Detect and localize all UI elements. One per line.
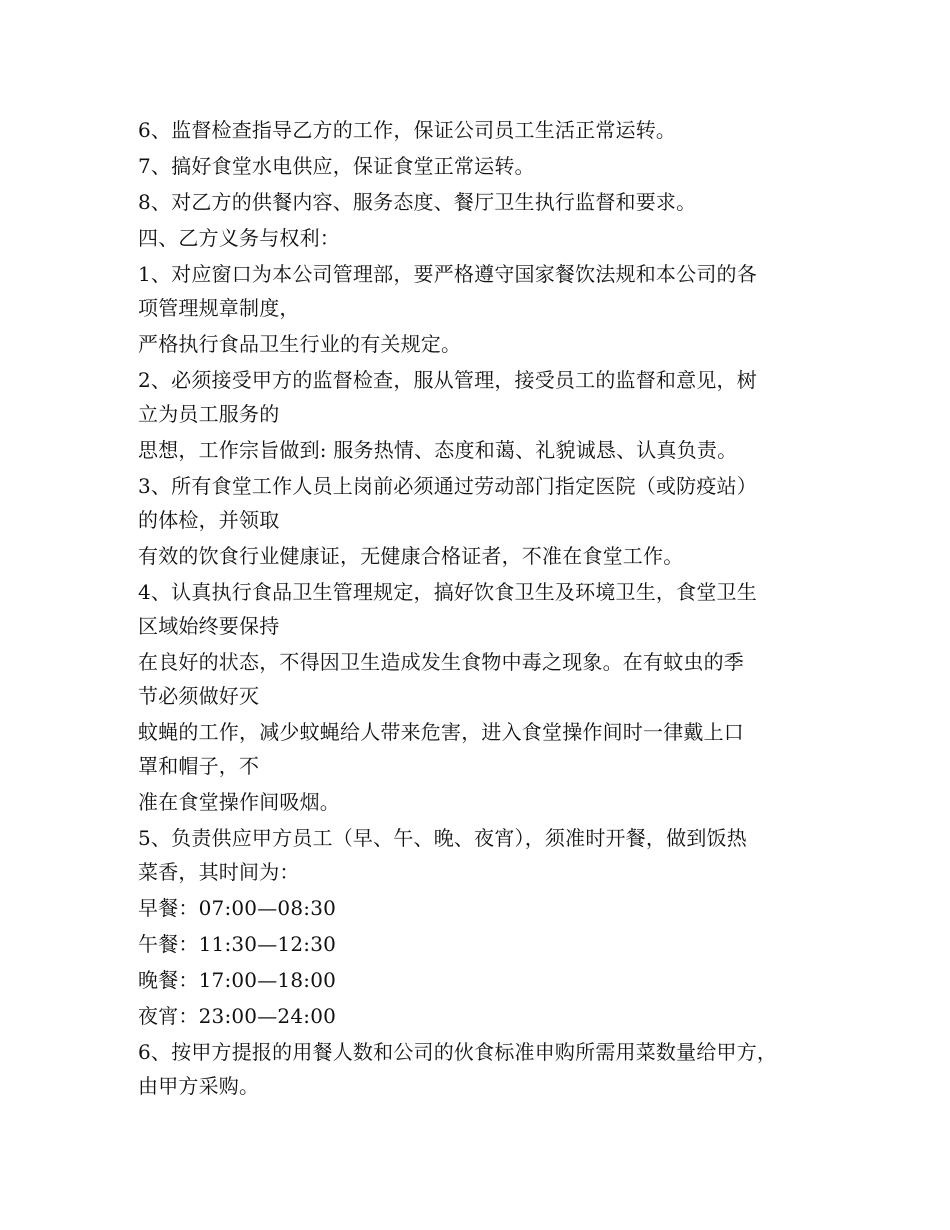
text-line: 有效的饮食行业健康证，无健康合格证者，不准在食堂工作。 [138, 544, 684, 568]
text-line: 2、必须接受甲方的监督检查，服从管理，接受员工的监督和意见，树 [138, 368, 757, 392]
schedule-lunch: 午餐：11:30—12:30 [138, 932, 337, 956]
text-line: 在良好的状态，不得因卫生造成发生食物中毒之现象。在有蚊虫的季 [138, 650, 744, 674]
text-line: 7、搞好食堂水电供应，保证食堂正常运转。 [138, 154, 535, 178]
text-line: 5、负责供应甲方员工（早、午、晚、夜宵），须准时开餐，做到饭热 [138, 826, 747, 850]
text-line: 6、按甲方提报的用餐人数和公司的伙食标准申购所需用菜数量给甲方， [138, 1040, 778, 1064]
text-line: 严格执行食品卫生行业的有关规定。 [138, 332, 462, 356]
schedule-dinner: 晚餐：17:00—18:00 [138, 968, 337, 992]
text-line: 由甲方采购。 [138, 1074, 260, 1098]
text-line: 的体检，并领取 [138, 508, 280, 532]
text-line: 罩和帽子，不 [138, 754, 260, 778]
text-line: 准在食堂操作间吸烟。 [138, 790, 340, 814]
text-line: 蚊蝇的工作，减少蚊蝇给人带来危害，进入食堂操作间时一律戴上口 [138, 720, 744, 744]
text-line: 4、认真执行食品卫生管理规定，搞好饮食卫生及环境卫生，食堂卫生 [138, 580, 757, 604]
text-line: 立为员工服务的 [138, 402, 280, 426]
text-line: 区域始终要保持 [138, 614, 280, 638]
text-line: 项管理规章制度， [138, 296, 300, 320]
text-line: 6、监督检查指导乙方的工作，保证公司员工生活正常运转。 [138, 118, 677, 142]
text-line: 节必须做好灭 [138, 684, 260, 708]
text-line: 思想，工作宗旨做到: 服务热情、态度和蔼、礼貌诚恳、认真负责。 [138, 438, 738, 462]
text-line: 8、对乙方的供餐内容、服务态度、餐厅卫生执行监督和要求。 [138, 190, 697, 214]
section-heading: 四、乙方义务与权利： [138, 226, 340, 250]
schedule-late-snack: 夜宵：23:00—24:00 [138, 1004, 337, 1028]
text-line: 菜香，其时间为： [138, 860, 300, 884]
text-line: 3、所有食堂工作人员上岗前必须通过劳动部门指定医院（或防疫站） [138, 474, 757, 498]
text-line: 1、对应窗口为本公司管理部，要严格遵守国家餐饮法规和本公司的各 [138, 262, 757, 286]
schedule-breakfast: 早餐：07:00—08:30 [138, 896, 337, 920]
